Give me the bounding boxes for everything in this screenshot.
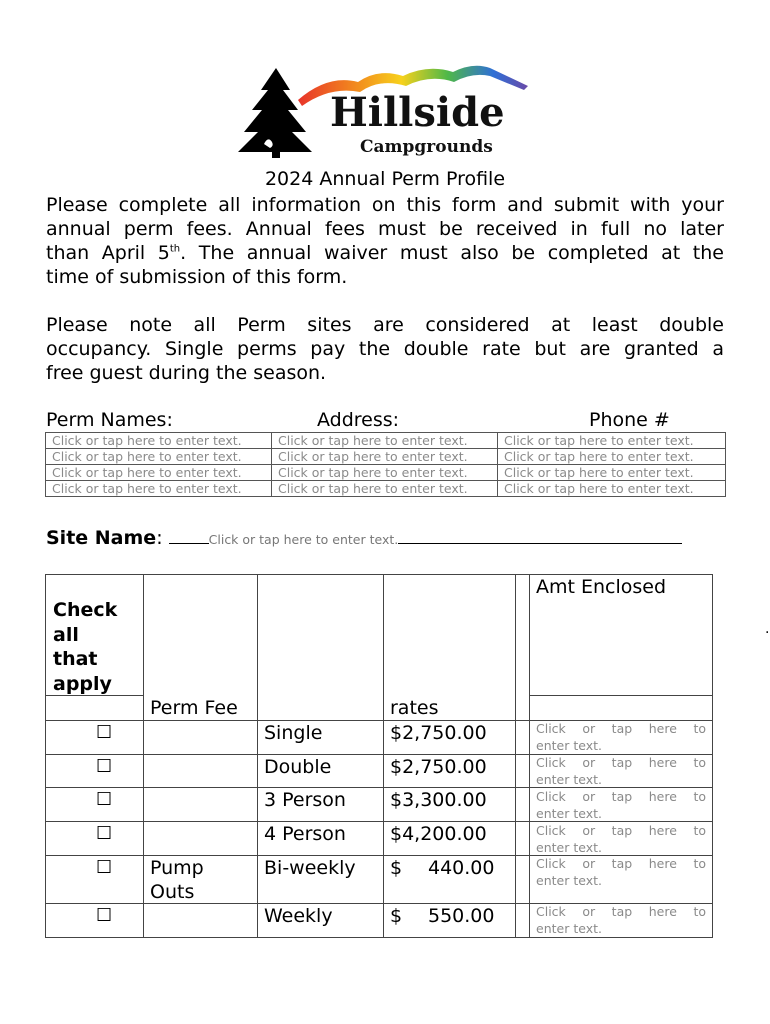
rate-type: Single bbox=[264, 722, 323, 744]
logo-name: Hillside bbox=[330, 89, 505, 136]
amt-enclosed-field[interactable]: Click or tap here to enter text. bbox=[536, 856, 706, 888]
rate-symbol: $ bbox=[390, 905, 403, 927]
underline bbox=[398, 541, 682, 544]
rate-value: $2,750.00 bbox=[390, 722, 487, 744]
perm-names-header: Perm Names: bbox=[46, 409, 173, 431]
contact-table bbox=[45, 432, 726, 497]
table-row bbox=[46, 481, 726, 497]
stray-mark: . bbox=[765, 621, 770, 637]
instructions-line: time of submission of this form. bbox=[46, 266, 348, 288]
phone-header: Phone # bbox=[589, 409, 670, 431]
instructions-paragraph bbox=[46, 193, 724, 289]
rate-type: Bi-weekly bbox=[264, 857, 356, 879]
site-name-label: Site Name bbox=[46, 527, 157, 549]
address-field[interactable]: Click or tap here to enter text. bbox=[272, 449, 498, 465]
instructions-line: Please complete all information on this form and submit with your bbox=[46, 194, 724, 216]
instructions-line: than April 5th. The annual waiver must also be completed at the bbox=[46, 242, 724, 264]
site-name-row: Site Name: Click or tap here to enter text. bbox=[46, 527, 682, 549]
note-line: Please note all Perm sites are considered at least double bbox=[46, 314, 724, 336]
amt-enclosed-field[interactable]: Click or tap here to enter text. bbox=[536, 904, 706, 936]
rates-label: rates bbox=[390, 697, 439, 719]
rate-value: $3,300.00 bbox=[390, 789, 487, 811]
three-person-checkbox[interactable]: ☐ bbox=[96, 789, 113, 810]
site-name-field[interactable]: Click or tap here to enter text. bbox=[208, 532, 399, 547]
phone-field[interactable]: Click or tap here to enter text. bbox=[498, 465, 726, 481]
four-person-checkbox[interactable]: ☐ bbox=[96, 823, 113, 844]
weekly-checkbox[interactable]: ☐ bbox=[96, 905, 113, 926]
perm-fee-label: Perm Fee bbox=[150, 697, 238, 719]
address-field[interactable]: Click or tap here to enter text. bbox=[272, 433, 498, 449]
table-row bbox=[46, 449, 726, 465]
occupancy-note bbox=[46, 313, 724, 385]
perm-name-field[interactable]: Click or tap here to enter text. bbox=[46, 433, 272, 449]
address-header: Address: bbox=[317, 409, 400, 431]
perm-name-field[interactable]: Click or tap here to enter text. bbox=[46, 449, 272, 465]
form-title: 2024 Annual Perm Profile bbox=[264, 168, 506, 190]
bi-weekly-checkbox[interactable]: ☐ bbox=[96, 857, 113, 878]
amt-enclosed-field[interactable]: Click or tap here to enter text. bbox=[536, 755, 706, 787]
address-field[interactable]: Click or tap here to enter text. bbox=[272, 465, 498, 481]
logo-subname: Campgrounds bbox=[360, 137, 493, 157]
perm-name-field[interactable]: Click or tap here to enter text. bbox=[46, 465, 272, 481]
address-field[interactable]: Click or tap here to enter text. bbox=[272, 481, 498, 497]
hillside-campgrounds-logo bbox=[228, 60, 558, 160]
check-all-heading: Check all that apply bbox=[53, 599, 118, 695]
phone-field[interactable]: Click or tap here to enter text. bbox=[498, 481, 726, 497]
rate-value: $2,750.00 bbox=[390, 756, 487, 778]
phone-field[interactable]: Click or tap here to enter text. bbox=[498, 433, 726, 449]
amt-enclosed-field[interactable]: Click or tap here to enter text. bbox=[536, 823, 706, 855]
double-checkbox[interactable]: ☐ bbox=[96, 756, 113, 777]
pump-outs-label: Pump Outs bbox=[150, 857, 204, 903]
rate-type: 3 Person bbox=[264, 789, 346, 811]
rate-type: 4 Person bbox=[264, 823, 346, 845]
amt-enclosed-heading: Amt Enclosed bbox=[536, 576, 667, 598]
phone-field[interactable]: Click or tap here to enter text. bbox=[498, 449, 726, 465]
single-checkbox[interactable]: ☐ bbox=[96, 722, 113, 743]
table-row bbox=[46, 433, 726, 449]
instructions-line: annual perm fees. Annual fees must be received in full no later bbox=[46, 218, 724, 240]
rate-value: $4,200.00 bbox=[390, 823, 487, 845]
note-line: free guest during the season. bbox=[46, 362, 327, 384]
rate-value: 550.00 bbox=[428, 905, 495, 927]
amt-enclosed-field[interactable]: Click or tap here to enter text. bbox=[536, 789, 706, 821]
rate-value: 440.00 bbox=[428, 857, 495, 879]
rate-type: Weekly bbox=[264, 905, 333, 927]
rate-type: Double bbox=[264, 756, 332, 778]
pine-tree-icon bbox=[238, 68, 312, 158]
underline bbox=[169, 541, 209, 544]
note-line: occupancy. Single perms pay the double rate but are granted a bbox=[46, 338, 724, 360]
perm-name-field[interactable]: Click or tap here to enter text. bbox=[46, 481, 272, 497]
fee-table bbox=[45, 574, 713, 938]
amt-enclosed-field[interactable]: Click or tap here to enter text. bbox=[536, 721, 706, 753]
rate-symbol: $ bbox=[390, 857, 403, 879]
table-row bbox=[46, 465, 726, 481]
